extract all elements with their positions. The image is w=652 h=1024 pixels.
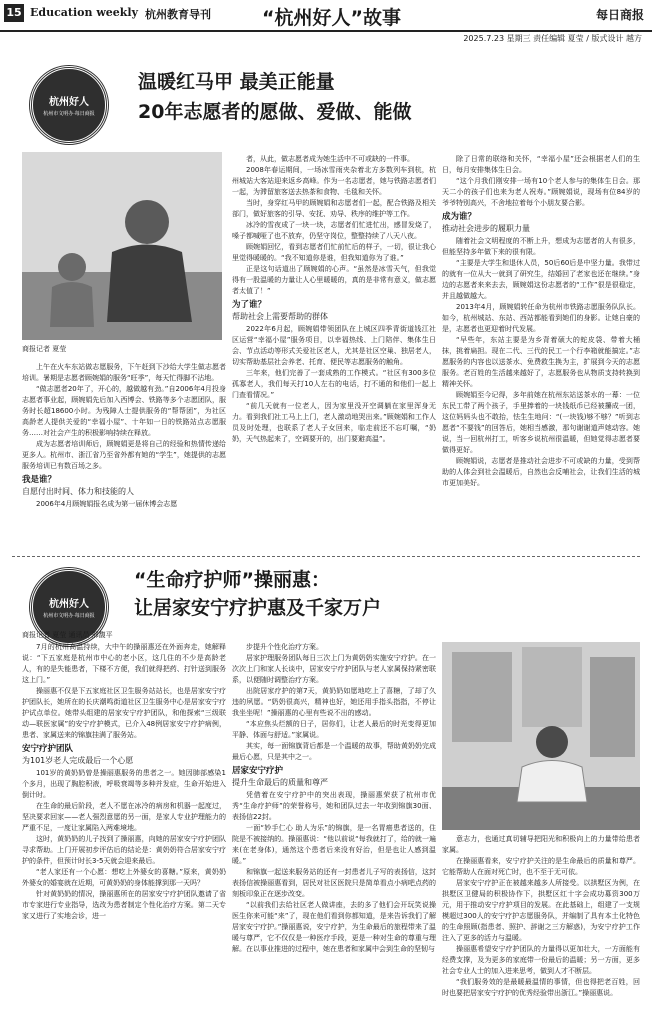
logo-motto: 杭州市文明办·每日商报 [43,613,95,619]
dateline: 2025.7.23 星期三 责任编辑 夏莹 / 版式设计 越方 [463,34,642,43]
section-subheading: 为101岁老人完成最后一个心愿 [22,756,134,765]
section-cn: 杭州教育导刊 [145,8,211,21]
article2-title-line2: 让居家安宁疗护惠及千家万户 [134,597,382,619]
section-heading: 为了谁？ [232,300,267,310]
article2-column-2 [232,642,436,1020]
nurse-photo-illustration [442,642,640,830]
article2-column-1 [22,642,226,1020]
paragraph: 成为志愿者培训师后，顾婉娟更是将自己的经验和热情传递给更多人。杭州市、浙江省乃至省外都有她的“学生”，她提供的志愿服务培训已有数百场之多。 [22,440,226,470]
paragraph: 操丽惠不仅是下五家庭社区卫生服务站站长，也是居家安宁疗护团队长，她所在的长庆潮鸣街道社区卫生服务中心是居家安宁疗护试点单位。她带头组建的居家安宁疗护团队，和他探索“三级联动—联医家属”的安宁疗护模式，已介入48例居家安宁疗护病例，患者、家属送来的锦旗挂满了服务站。 [22,687,226,739]
article2-byline: 商报记者 夏莹 通讯员 邢馥平 [22,631,113,639]
paragraph: 步提升个性化治疗方案。 [246,643,323,651]
paragraph: 操丽惠希望安宁疗护团队的力量得以更加壮大，一方面能有经费支撑，及为更多的家庭带一份最后的温暖；另一方面，更多社会专业人士的加入进来思考，做到人才不断层。 [442,945,640,975]
paragraph: 这时，黄奶奶的儿子找到了操丽惠，向她的居家安宁疗护团队寻求帮助。上门开展初步评估后的结论是：黄奶奶符合居家安宁疗护的条件，但预计时长3-5天就会迎来最后。 [22,835,226,865]
paragraph: 7月的杭州高温持续，大中午的操丽惠还在外面奔走，她解释说：“下五家庭是杭州市中心的老小区，这几住的不少是高龄老人，有的是失能患者，下楼不方便，我们就得把药、打针送到服务这上门。” [22,643,226,684]
paragraph: “以前我们去给社区老人做讲座，去的多了他们会开玩笑说操医生你来可能“来”了，现在他们看到你都知道，是来告诉我们了解居家安宁疗护。”操丽惠说，安宁疗护，为生命最后的旅程带来了温暖与尊严，它不仅仅是一种医疗手段，更是一种对生命的尊重与理解。在以事业推进的过程中，她在患者和家属中会到生命的坚韧与 [232,901,436,953]
section-subheading: 提升生命最后的质量和尊严 [232,778,328,787]
section-subheading: 推动社会进步的履职力量 [442,224,530,233]
paragraph: “老人家还有一个心愿：想吃上外婆女的喜糖。”原来，黄奶奶外婆女的婚宴就在近期，可黄奶奶的身体能撑到那一天吗？ [22,868,226,887]
article1-column-2 [232,154,436,614]
paragraph: 在生命的最后阶段，老人不愿在冰冷的病房和机器一起度过，坚决要求回家——老人强烈意愿的另一面，是家人专业护理能力的严重不足，一度让家属陷入两难境地。 [22,802,226,832]
paragraph: “我们服务效的是最暖最温情的事情，但也得把老百姓，回时也要把居家安宁疗护的优秀经验带出浙江。”操丽惠说。 [442,978,640,997]
volunteer-photo-illustration [22,152,222,340]
article-divider [12,556,640,557]
paragraph: 和锦旗一起送来服务站的还有一封患者儿子写的表扬信，这封表扬信被操丽惠看到，居民对社区医院只是简单看点小病吧点药的刻板印象正在逐步改变。 [232,868,436,898]
paragraph: 一面“妙手仁心 助人为乐”的锦旗，是一名胃癌患者送的，住院是不被接纳的。操丽惠说：“他以前说“每我就打了，给的就一遍来(在老身体)，通然这个患者后来没有好治，但是也让人感到温暖。” [232,824,436,865]
article2-title-line1: “生命疗护师”操丽惠： [134,569,330,591]
paragraph: 居家安宁疗护正在被越来越多人所接受。以拱墅区为例，在拱墅区卫健局的积极协作下，拱墅区红十字会成功募资300万元，用于推动安宁疗护项目的发展。在此基础上，组建了一支规模超过300人的安宁疗护志愿服务队，并编制了具有本土化特色的生命照顾(指患者、照护、辞谢之三方解惑)，为安宁疗护工作注入了更多的活力与温暖。 [442,879,640,942]
paragraph: “主要是大学生和退休人员，50后60后是中坚力量。我带过的就有一位从大一就到了研究生，结婚回了老家也还在继续。”身边的志愿者来来去去，顾婉娟这份志愿者的“工作”很是很稳定，并且越做越大。 [442,259,640,300]
section-subheading: 自愿付出时间、体力和技能的人 [22,487,134,496]
paragraph: 随着社会文明程度的不断上升，想成为志愿者的人有很多，但能坚持多年做下来的很有限。 [442,237,640,256]
logo-name: 杭州好人 [49,97,89,108]
paragraph: “前几天就有一位老人，因为家里没开空调躺在家里浑身无力。看到我们社工马上上门，老人激动地哭出来。”顾婉娟和工作人员及时处理，也联系了老人子女回来，临走前还不忘叮嘱，“奶奶，天气热起来了，空调要开的，出门要避高温”。 [232,402,436,443]
paragraph: 正是这句话道出了顾婉娟的心声。“虽然是冰雪天气，但我觉得有一股温暖的力量让人心里暖暖的，真的是非常有意义，做志愿者太值了！” [232,265,436,295]
paragraph: 在操丽惠看来，安宁疗护关注的是生命最后的质量和尊严。它能帮助人在面对死亡时，也不至于无可依。 [442,857,640,876]
paragraph: 意志力，也通过真切辅导把阳光和积极向上的力量带给患者家属。 [442,835,640,854]
paragraph: 2013年4月，顾婉娟转任命为杭州市铁路志愿服务队队长。如今，杭州城站、东站、西站都能看到她们的身影。让她自豪的是，志愿者也更迎着时代发展。 [442,303,640,333]
paragraph: 针对黄奶奶的情况，操丽惠所在的居家安宁疗护团队邀请了省市专家进行专业指导，选改为患者制定个性化治疗方案。第二天专家又进行了实地会诊，进一 [22,890,226,920]
section-en: Education weekly [30,6,138,19]
paragraph: “早些年，东站主要是为乡背着硕大的蛇皮袋、带着大桶抹，挑着扁担。现在二代、三代的民工一个行李箱就能搞定。”志愿服务的内容也以送茶水、免费救生换为主，扩展到今天的志愿服务。老百姓的生活越来越好了，志愿服务也从物质支持转换到精神关怀。 [442,336,640,388]
paragraph: 顾婉娟说，志愿者是推动社会进步不可或缺的力量，受到帮助的人体会到社会温暖后，自然也会反哺社会，让我们生活的城市更加美好。 [442,457,640,487]
paragraph: 顾婉娟回忆，看到志愿者们忙前忙后的样子，一切，很让我心里觉得暖暖的。“我不知道你是谁，但我知道你为了谁。” [232,243,436,262]
paragraph: 冰冷的雪夜成了一块一块，志愿者们忙进忙出，感冒发烧了，嗓子都喊哑了也不放弃，仍坚守岗位，整整持续了八天八夜。 [232,221,436,240]
paragraph: 顾婉娟至今记得，多年前她在杭州东站送茶水的一幕：一位东民工带了两个孩子，手里捧着的一块钱纸币已经被攥成一团，这位妈妈头也不敢抬，怯生生地问：“(一块钱)够不够？”听到志愿者“不要钱”的回答后，她相当感激，那句谢谢道声她动容。她说，当一回杭州打工，听客乡说杭州很温暖，但她觉得志愿者要做得更好。 [442,391,640,454]
paragraph: 101岁的黄奶奶曾是操丽惠服务的患者之一。她因肺部感染1个多月，出现了胸腔积液，呼吸衰竭等多种并发症，生命开始进入倒计时。 [22,769,226,799]
section-heading: 居家安宁疗护 [232,766,284,776]
article1-byline: 商报记者 夏莹 [22,345,67,353]
paragraph: 当时，身穿红马甲的顾婉娟和志愿者们一起，配合铁路及相关部门，做好旅客的引导、安抚、劝导、秩序的维护等工作。 [232,199,436,218]
article1-title-line2: 20年志愿者的愿做、爱做、能做 [138,101,412,123]
paragraph: 出院居家疗护的第7天，黄奶奶如愿地吃上了喜糖，了却了久违的夙愿。“奶奶很高兴，精神也好，她还用手指头指指，不停让我坐坐呢！”操丽惠的心里有些说不出的感动。 [232,687,436,717]
logo-name: 杭州好人 [49,599,89,610]
paragraph: “这个月我们刚安排一场有10个老人参与的集体生日会。那天二小的孩子们也来为老人祝寿。”顾婉娟说，现场有位84岁的爷爷特别高兴，不舍地拉着每个小朋友要合影。 [442,177,640,207]
column-title: “杭州好人”故事 [262,7,401,29]
section-subheading: 帮助社会上需要帮助的群体 [232,312,328,321]
hangzhou-good-people-logo [30,66,108,144]
page-number: 15 [4,4,24,22]
paragraph: 凭借着在安宁疗护中的突出表现，操丽惠荣获了杭州市优秀“生命疗护师”的荣誉称号，她和团队过去一年收到锦旗30面、表扬信22封。 [232,791,436,821]
paragraph: 2022年6月起，顾婉娟带领团队在上城区四季青街道钱江社区运营“幸福小屋”服务项目，以幸福热线、上门陪伴、集体生日会、节点活动等形式关爱社区老人，尤其是社区空巢、独居老人，切实帮助基层社会养老、托育、便民等志愿服务的触角。 [232,325,436,366]
paragraph: 2008年春运期间，一场冰雪雨夹杂着北方多数列车到杭，杭州城站大客站迎来返乡高峰。作为一名志愿者，她与铁路志愿者们一起，为滞留旅客送去热茶和食物、毛毯和关怀。 [232,166,436,196]
volunteer-photo [22,152,222,340]
section-heading: 我是谁？ [22,475,57,485]
article2-column-3 [442,834,640,1020]
paragraph: “本应焦头烂额的日子，居你们，让老人最后的时光变得更加平静、体面与舒适。”家属说。 [232,720,436,739]
masthead [0,0,652,32]
paragraph: 除了日常的联络和关怀，“幸福小屋”还会根据老人们的生日，每月安排集体生日会。 [442,155,640,174]
section-heading: 安宁疗护团队 [22,744,74,754]
paragraph: 其实，每一面锦旗背后都是一个温暖的故事，帮助黄奶奶完成最后心愿，只是其中之一。 [232,742,436,761]
paragraph: 上午在火车东站做志愿服务，下午赶到下沙给大学生做志愿者培训。暑期是志愿者顾婉娟的服务“旺季”，每天忙得脚不沾地。 [22,363,226,382]
nurse-photo [442,642,640,830]
article1-title-line1: 温暖红马甲 最美正能量 [138,71,335,93]
paragraph: 者，从此，做志愿者成为她生活中不可或缺的一件事。 [246,155,414,163]
paragraph: 2006年4月顾婉娟报名成为第一届休博会志愿 [36,500,178,508]
section-heading: 成为谁？ [442,212,477,222]
logo-motto: 杭州市文明办·每日商报 [43,111,95,117]
article1-column-3 [442,154,640,614]
paragraph: 三年来，他们完善了一套成熟的工作模式。“社区有300多位孤寡老人，我们每天打10人左右的电话，打不通的和他们一起上门查看情况。” [232,369,436,399]
paper-name: 每日商报 [595,8,644,22]
paragraph: “做志愿者20年了，开心的，越做越有劲。”自2006年4月投身志愿者事业起，顾婉娟先后加入西博会、铁路等多个志愿团队，服务时长超18600小时。为残障人士提供服务的“帮帮团”，为社区高龄老人提供关爱的“幸福小屋”、十年如一日的铁路站点志愿服务……对社会产生的积极影响持续在释放。 [22,385,226,437]
paragraph: 居家护理服务团队每日三次上门为黄奶奶实施安宁疗护。在一次次上门和家人长谈中，居家安宁疗护团队与老人家属保持紧密联系，以便随时调整治疗方案。 [232,654,436,684]
